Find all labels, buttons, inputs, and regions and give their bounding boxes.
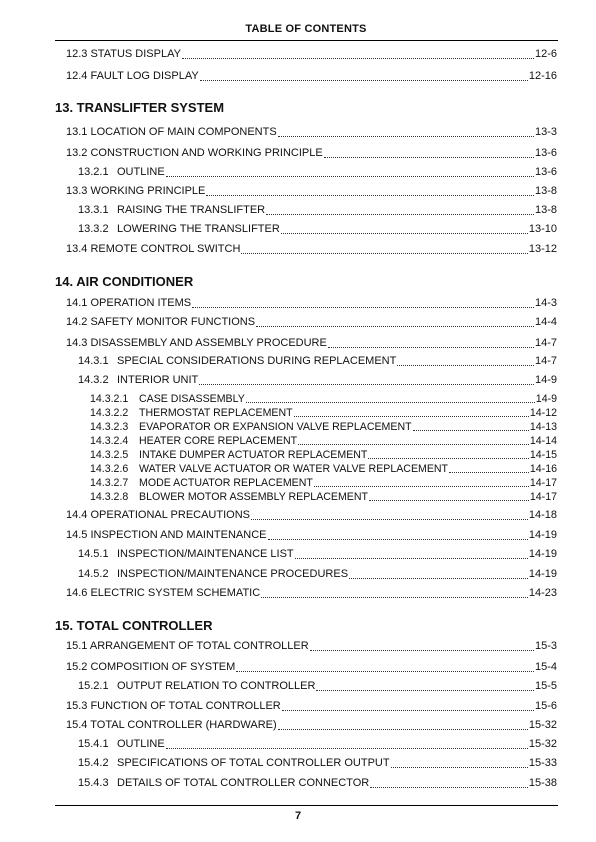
- toc-entry[interactable]: [90, 393, 557, 405]
- toc-entry-number: 14.3.2.3: [90, 421, 129, 433]
- page-header-title: TABLE OF CONTENTS: [245, 23, 367, 35]
- toc-entry-title: MODE ACTUATOR REPLACEMENT: [139, 477, 313, 489]
- toc-entry-title: BLOWER MOTOR ASSEMBLY REPLACEMENT: [139, 491, 368, 503]
- toc-entry-page: 14-14: [529, 435, 557, 447]
- toc-entry-number: 14.3.2.5: [90, 449, 129, 461]
- dot-leader: [166, 748, 528, 749]
- toc-entry-title: 15.3 FUNCTION OF TOTAL CONTROLLER: [66, 700, 281, 712]
- toc-entry-title: 15.4 TOTAL CONTROLLER (HARDWARE): [66, 719, 277, 731]
- toc-entry-title: EVAPORATOR OR EXPANSION VALVE REPLACEMENT: [139, 421, 412, 433]
- toc-entry-page: 14-17: [529, 491, 557, 503]
- toc-entry-page: 14-9: [534, 374, 557, 386]
- toc-entry[interactable]: [66, 70, 557, 83]
- toc-entry-page: 14-16: [529, 463, 557, 475]
- toc-entry-page: 14-23: [528, 587, 557, 599]
- toc-entry-title: SPECIFICATIONS OF TOTAL CONTROLLER OUTPUT: [117, 757, 390, 769]
- toc-entry-title: 13.1 LOCATION OF MAIN COMPONENTS: [66, 126, 277, 138]
- toc-entry[interactable]: [90, 435, 557, 447]
- dot-leader: [192, 307, 534, 308]
- dot-leader: [199, 384, 534, 385]
- toc-entry-title: OUTLINE: [117, 738, 165, 750]
- dot-leader: [370, 787, 528, 788]
- toc-entry-title: RAISING THE TRANSLIFTER: [117, 204, 266, 216]
- toc-entry-page: 14-19: [528, 568, 557, 580]
- toc-entry[interactable]: [78, 680, 557, 693]
- toc-entry-page: 14-17: [529, 477, 557, 489]
- toc-entry-page: 15-38: [528, 777, 557, 789]
- toc-entry[interactable]: [78, 548, 557, 561]
- section-heading: 14. AIR CONDITIONER: [55, 274, 194, 289]
- dot-leader: [241, 253, 527, 254]
- section-heading: 15. TOTAL CONTROLLER: [55, 618, 213, 633]
- toc-entry-page: 13-3: [534, 126, 557, 138]
- dot-leader: [368, 458, 529, 459]
- section-heading: 13. TRANSLIFTER SYSTEM: [55, 100, 225, 115]
- toc-entry-title: OUTLINE: [117, 166, 165, 178]
- toc-entry[interactable]: [90, 421, 557, 433]
- toc-entry-page: 13-6: [534, 166, 557, 178]
- toc-entry-page: 12-6: [534, 48, 557, 60]
- toc-entry-number: 14.3.2.7: [90, 477, 129, 489]
- toc-entry-page: 13-10: [528, 223, 557, 235]
- toc-entry-page: 15-5: [534, 680, 557, 692]
- toc-entry[interactable]: [66, 185, 557, 198]
- dot-leader: [282, 710, 534, 711]
- dot-leader: [206, 195, 534, 196]
- toc-entry-number: 14.3.2.4: [90, 435, 129, 447]
- toc-entry[interactable]: [78, 738, 557, 751]
- toc-entry[interactable]: [90, 491, 557, 503]
- dot-leader: [314, 486, 529, 487]
- dot-leader: [294, 416, 529, 417]
- toc-entry-number: 14.3.2.8: [90, 491, 129, 503]
- toc-entry[interactable]: [78, 166, 557, 179]
- toc-entry-title: SPECIAL CONSIDERATIONS DURING REPLACEMENT: [117, 355, 397, 367]
- toc-entry-page: 13-12: [528, 243, 557, 255]
- dot-leader: [324, 157, 534, 158]
- toc-entry[interactable]: [78, 374, 557, 387]
- toc-entry-title: 14.1 OPERATION ITEMS: [66, 297, 192, 309]
- toc-entry-title: 14.4 OPERATIONAL PRECAUTIONS: [66, 509, 250, 521]
- footer-rule: [55, 805, 558, 806]
- toc-entry-title: 12.4 FAULT LOG DISPLAY: [66, 70, 199, 82]
- toc-entry[interactable]: [78, 757, 557, 770]
- toc-entry-title: DETAILS OF TOTAL CONTROLLER CONNECTOR: [117, 777, 370, 789]
- toc-entry-page: 14-9: [535, 393, 557, 405]
- toc-entry-title: OUTPUT RELATION TO CONTROLLER: [117, 680, 316, 692]
- toc-entry-number: 15.4.1: [78, 738, 109, 750]
- toc-entry-title: 14.5 INSPECTION AND MAINTENANCE: [66, 529, 267, 541]
- toc-entry-title: 15.1 ARRANGEMENT OF TOTAL CONTROLLER: [66, 640, 309, 652]
- toc-entry-page: 12-16: [528, 70, 557, 82]
- toc-entry-number: 15.4.3: [78, 777, 109, 789]
- toc-entry[interactable]: [78, 777, 557, 790]
- toc-entry-number: 14.5.2: [78, 568, 109, 580]
- toc-entry[interactable]: [78, 355, 557, 368]
- dot-leader: [316, 690, 534, 691]
- toc-entry-page: 13-8: [534, 204, 557, 216]
- toc-entry[interactable]: [90, 463, 557, 475]
- dot-leader: [200, 80, 528, 81]
- toc-entry-number: 14.5.1: [78, 548, 109, 560]
- toc-entry-number: 15.4.2: [78, 757, 109, 769]
- toc-entry-page: 14-4: [534, 316, 557, 328]
- toc-entry-title: THERMOSTAT REPLACEMENT: [139, 407, 293, 419]
- toc-entry-page: 13-8: [534, 185, 557, 197]
- toc-entry-number: 14.3.1: [78, 355, 109, 367]
- dot-leader: [268, 539, 528, 540]
- toc-entry-page: 14-7: [534, 355, 557, 367]
- toc-entry-number: 13.3.2: [78, 223, 109, 235]
- toc-entry[interactable]: [78, 568, 557, 581]
- toc-entry-title: 13.4 REMOTE CONTROL SWITCH: [66, 243, 241, 255]
- toc-entry-page: 14-12: [529, 407, 557, 419]
- dot-leader: [349, 578, 528, 579]
- toc-entry-page: 15-32: [528, 738, 557, 750]
- toc-entry-title: CASE DISASSEMBLY: [139, 393, 245, 405]
- toc-entry-title: 14.2 SAFETY MONITOR FUNCTIONS: [66, 316, 256, 328]
- toc-entry[interactable]: [66, 700, 557, 713]
- dot-leader: [266, 214, 534, 215]
- toc-entry-page: 15-4: [534, 661, 557, 673]
- toc-entry[interactable]: [66, 316, 557, 329]
- dot-leader: [251, 519, 528, 520]
- toc-entry-title: HEATER CORE REPLACEMENT: [139, 435, 298, 447]
- toc-entry-title: 14.3 DISASSEMBLY AND ASSEMBLY PROCEDURE: [66, 337, 327, 349]
- toc-entry-page: 14-13: [529, 421, 557, 433]
- toc-entry[interactable]: [66, 337, 557, 350]
- toc-entry[interactable]: [90, 449, 557, 461]
- toc-entry-page: 14-3: [534, 297, 557, 309]
- toc-entry-number: 14.3.2: [78, 374, 109, 386]
- toc-entry-title: 15.2 COMPOSITION OF SYSTEM: [66, 661, 236, 673]
- dot-leader: [256, 326, 534, 327]
- toc-entry-page: 14-19: [528, 529, 557, 541]
- header-rule: [55, 40, 558, 41]
- toc-entry-page: 15-6: [534, 700, 557, 712]
- toc-entry-number: 13.3.1: [78, 204, 109, 216]
- toc-entry-title: 14.6 ELECTRIC SYSTEM SCHEMATIC: [66, 587, 261, 599]
- dot-leader: [261, 597, 528, 598]
- page-number: 7: [294, 810, 302, 822]
- dot-leader: [310, 650, 534, 651]
- toc-entry-title: 13.3 WORKING PRINCIPLE: [66, 185, 206, 197]
- toc-entry[interactable]: [78, 204, 557, 217]
- toc-entry-title: INSPECTION/MAINTENANCE LIST: [117, 548, 294, 560]
- toc-entry[interactable]: [66, 719, 557, 732]
- dot-leader: [278, 136, 534, 137]
- toc-entry-title: INTERIOR UNIT: [117, 374, 199, 386]
- toc-entry-page: 15-32: [528, 719, 557, 731]
- toc-entry-title: 13.2 CONSTRUCTION AND WORKING PRINCIPLE: [66, 147, 323, 159]
- toc-entry-title: LOWERING THE TRANSLIFTER: [117, 223, 280, 235]
- toc-entry[interactable]: [66, 297, 557, 310]
- toc-entry-page: 14-15: [529, 449, 557, 461]
- dot-leader: [391, 767, 528, 768]
- dot-leader: [281, 233, 528, 234]
- toc-entry-page: 15-33: [528, 757, 557, 769]
- toc-entry-page: 14-18: [528, 509, 557, 521]
- dot-leader: [449, 472, 529, 473]
- dot-leader: [182, 58, 534, 59]
- toc-entry-number: 15.2.1: [78, 680, 109, 692]
- dot-leader: [295, 558, 528, 559]
- toc-entry-title: 12.3 STATUS DISPLAY: [66, 48, 181, 60]
- toc-entry-title: INTAKE DUMPER ACTUATOR REPLACEMENT: [139, 449, 368, 461]
- toc-entry-number: 13.2.1: [78, 166, 109, 178]
- toc-entry[interactable]: [66, 529, 557, 542]
- dot-leader: [278, 729, 528, 730]
- toc-entry[interactable]: [66, 661, 557, 674]
- dot-leader: [166, 176, 534, 177]
- dot-leader: [328, 347, 534, 348]
- dot-leader: [236, 671, 534, 672]
- toc-entry[interactable]: [66, 509, 557, 522]
- toc-entry-page: 14-19: [528, 548, 557, 560]
- toc-entry[interactable]: [90, 477, 557, 489]
- dot-leader: [298, 444, 529, 445]
- toc-entry-number: 14.3.2.1: [90, 393, 129, 405]
- toc-entry-title: INSPECTION/MAINTENANCE PROCEDURES: [117, 568, 349, 580]
- dot-leader: [413, 430, 529, 431]
- toc-entry[interactable]: [66, 48, 557, 61]
- dot-leader: [369, 500, 529, 501]
- toc-entry[interactable]: [66, 587, 557, 600]
- toc-entry-number: 14.3.2.6: [90, 463, 129, 475]
- toc-entry[interactable]: [66, 126, 557, 139]
- toc-entry[interactable]: [66, 640, 557, 653]
- toc-entry-page: 13-6: [534, 147, 557, 159]
- toc-entry[interactable]: [66, 243, 557, 256]
- dot-leader: [246, 402, 535, 403]
- toc-entry-page: 15-3: [534, 640, 557, 652]
- toc-entry[interactable]: [90, 407, 557, 419]
- toc-entry-page: 14-7: [534, 337, 557, 349]
- toc-entry-number: 14.3.2.2: [90, 407, 129, 419]
- dot-leader: [397, 365, 534, 366]
- toc-entry-title: WATER VALVE ACTUATOR OR WATER VALVE REPLACEMENT: [139, 463, 449, 475]
- toc-entry[interactable]: [66, 147, 557, 160]
- toc-entry[interactable]: [78, 223, 557, 236]
